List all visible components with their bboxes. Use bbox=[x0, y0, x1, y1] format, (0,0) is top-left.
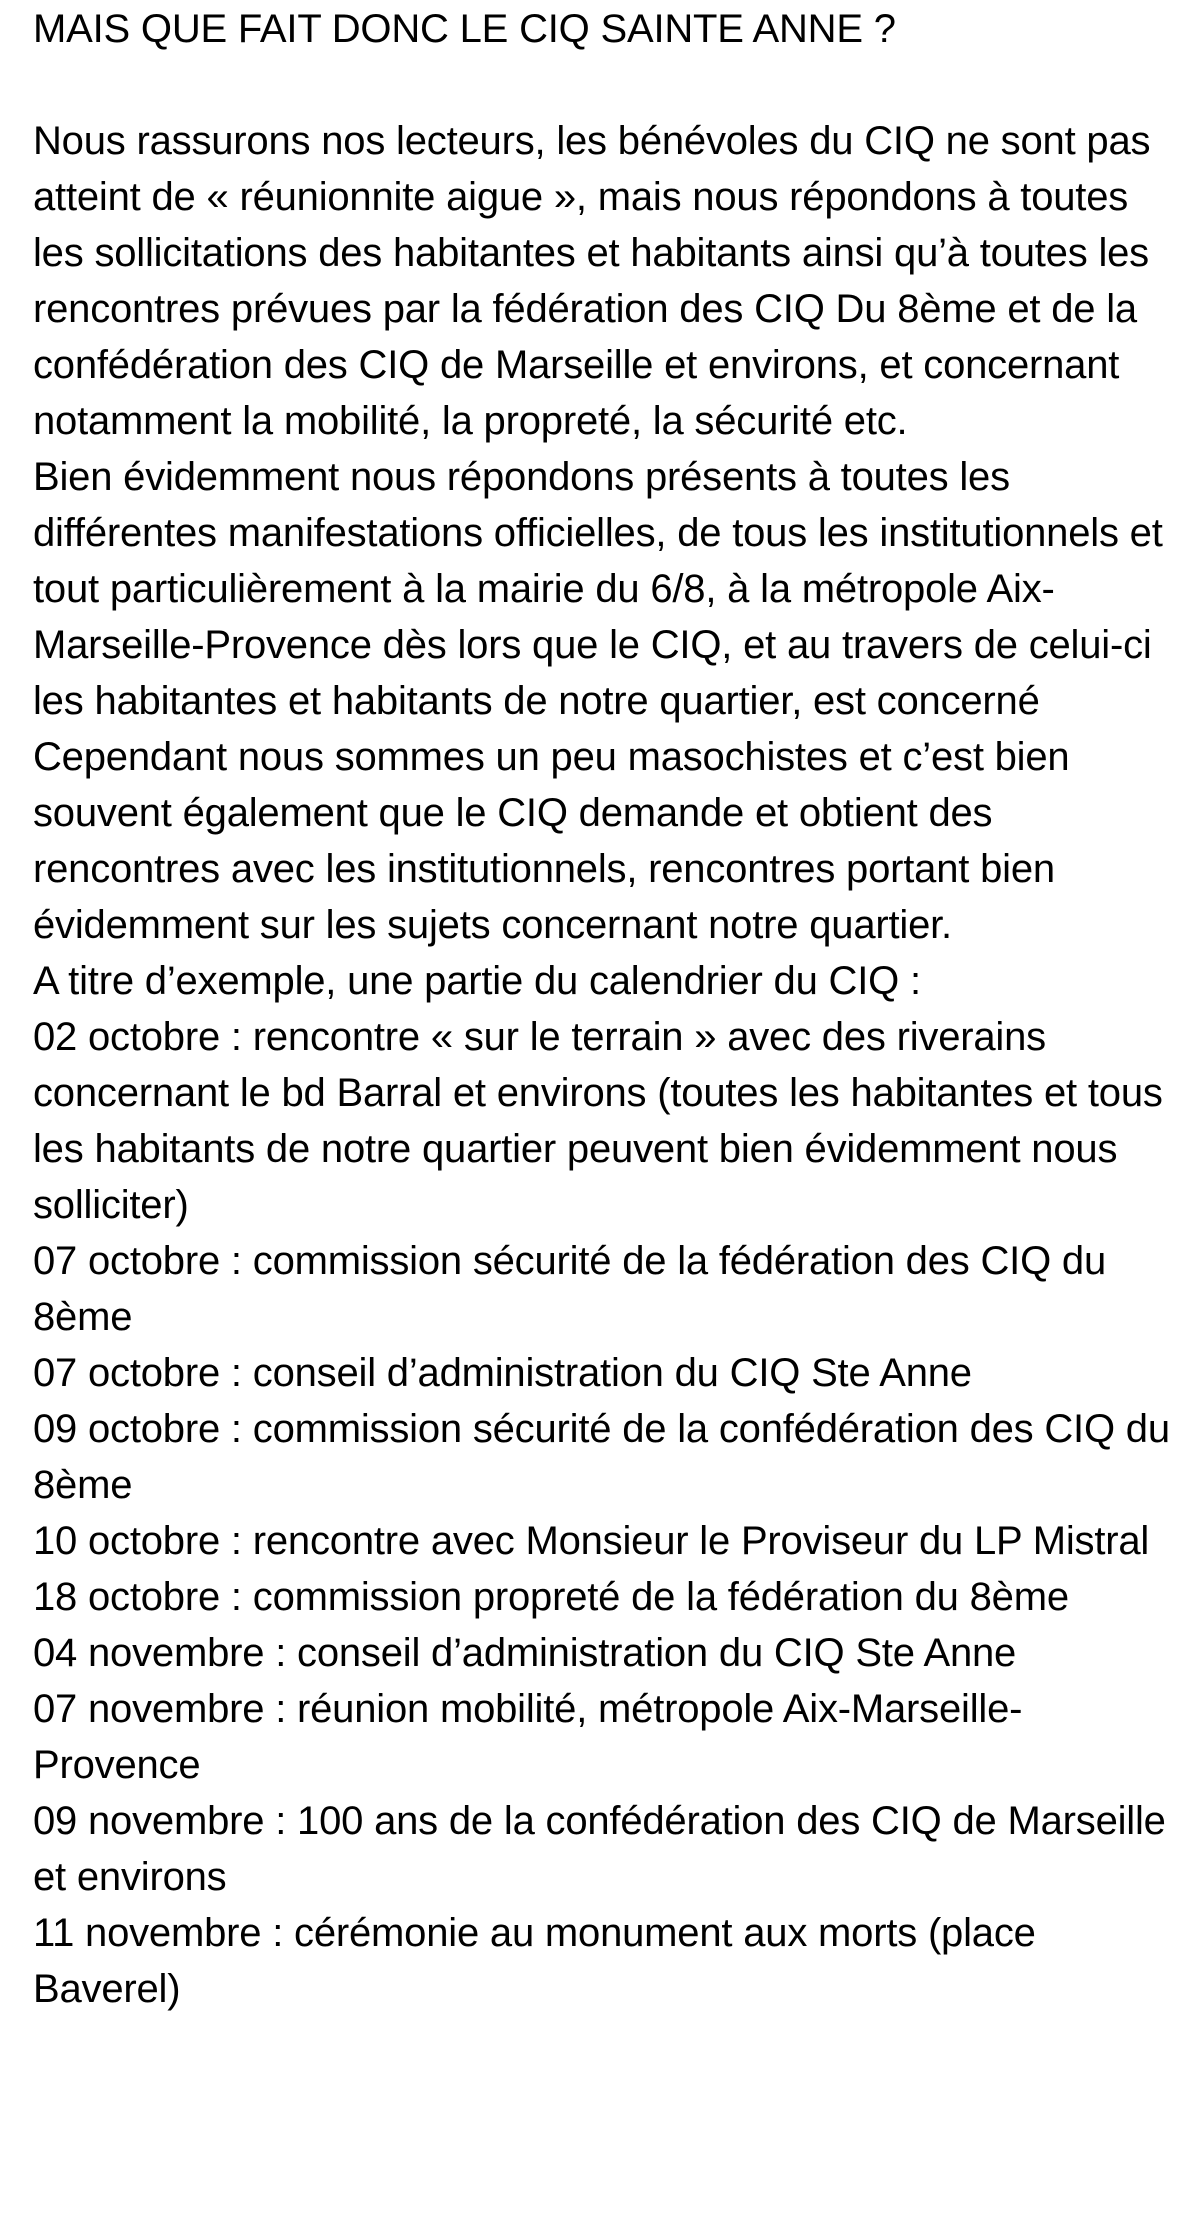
calendar-item: 10 octobre : rencontre avec Monsieur le Proviseur du LP Mistral bbox=[33, 1519, 1150, 1563]
calendar-item: 07 octobre : conseil d’administration du CIQ Ste Anne bbox=[33, 1351, 972, 1395]
calendar-item: 02 octobre : rencontre « sur le terrain » avec des riverains concernant le bd Barral et environs (toutes les habitantes et tous les habitants de notre quartier peuvent bien évidemment nous solliciter) bbox=[33, 1015, 1163, 1227]
calendar-item: 07 novembre : réunion mobilité, métropole Aix-Marseille-Provence bbox=[33, 1687, 1023, 1787]
document-title: MAIS QUE FAIT DONC LE CIQ SAINTE ANNE ? bbox=[33, 7, 896, 51]
calendar-intro: A titre d’exemple, une partie du calendrier du CIQ : bbox=[33, 959, 921, 1003]
calendar-item: 04 novembre : conseil d’administration du CIQ Ste Anne bbox=[33, 1631, 1017, 1675]
calendar-item: 18 octobre : commission propreté de la fédération du 8ème bbox=[33, 1575, 1069, 1619]
calendar-item: 09 octobre : commission sécurité de la confédération des CIQ du 8ème bbox=[33, 1407, 1170, 1507]
calendar-item: 11 novembre : cérémonie au monument aux morts (place Baverel) bbox=[33, 1911, 1036, 2011]
calendar-item: 09 novembre : 100 ans de la confédération des CIQ de Marseille et environs bbox=[33, 1799, 1166, 1899]
calendar-item: 07 octobre : commission sécurité de la fédération des CIQ du 8ème bbox=[33, 1239, 1107, 1339]
paragraph-presence: Bien évidemment nous répondons présents à toutes les différentes manifestations officielles, de tous les institutionnels et tout particulièrement à la mairie du 6/8, à la métropole Aix-Marseille-Provence dès lors que le CIQ, et au travers de celui-ci les habitantes et habitants de notre quartier, est concerné bbox=[33, 455, 1163, 723]
paragraph-intro: Nous rassurons nos lecteurs, les bénévoles du CIQ ne sont pas atteint de « réunionnite aigue », mais nous répondons à toutes les sollicitations des habitantes et habitants ainsi qu’à toutes les rencontres prévues par la fédération des CIQ Du 8ème et de la confédération des CIQ de Marseille et environs, et concernant notamment la mobilité, la propreté, la sécurité etc. bbox=[33, 119, 1151, 443]
paragraph-meetings: Cependant nous sommes un peu masochistes et c’est bien souvent également que le CIQ demande et obtient des rencontres avec les institutionnels, rencontres portant bien évidemment sur les sujets concernant notre quartier. bbox=[33, 735, 1070, 947]
blank-line bbox=[33, 57, 1174, 113]
